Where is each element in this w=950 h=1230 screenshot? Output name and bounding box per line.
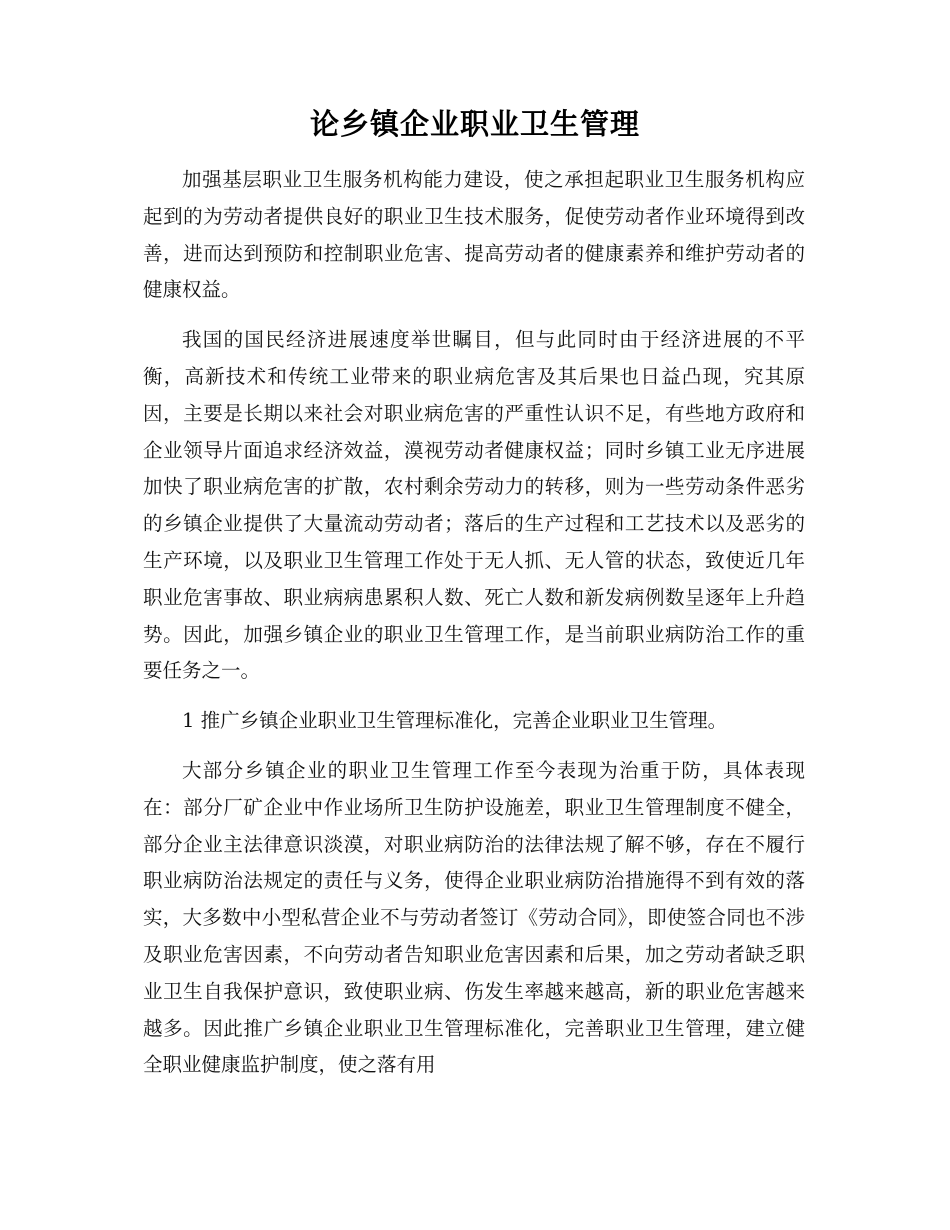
document-body bbox=[143, 162, 805, 1084]
document-title: 论乡镇企业职业卫生管理 bbox=[309, 107, 640, 141]
paragraph-background: 我国的国民经济进展速度举世瞩目，但与此同时由于经济进展的不平衡，高新技术和传统工业带来的职业病危害及其后果也日益凸现，究其原因，主要是长期以来社会对职业病危害的严重性认识不足，有些地方政府和企业领导片面追求经济效益，漠视劳动者健康权益；同时乡镇工业无序进展加快了职业病危害的扩散，农村剩余劳动力的转移，则为一些劳动条件恶劣的乡镇企业提供了大量流动劳动者；落后的生产过程和工艺技术以及恶劣的生产环境，以及职业卫生管理工作处于无人抓、无人管的状态，致使近几年职业危害事故、职业病病患累积人数、死亡人数和新发病例数呈逐年上升趋势。因此，加强乡镇企业的职业卫生管理工作，是当前职业病防治工作的重要任务之一。 bbox=[143, 328, 805, 683]
section-heading-1: 1 推广乡镇企业职业卫生管理标准化，完善企业职业卫生管理。 bbox=[182, 709, 728, 733]
paragraph-section-1: 大部分乡镇企业的职业卫生管理工作至今表现为治重于防，具体表现在：部分厂矿企业中作业场所卫生防护设施差，职业卫生管理制度不健全，部分企业主法律意识淡漠，对职业病防治的法律法规了解不够，存在不履行职业病防治法规定的责任与义务，使得企业职业病防治措施得不到有效的落实，大多数中小型私营企业不与劳动者签订《劳动合同》，即使签合同也不涉及职业危害因素，不向劳动者告知职业危害因素和后果，加之劳动者缺乏职业卫生自我保护意识，致使职业病、伤发生率越来越高，新的职业危害越来越多。因此推广乡镇企业职业卫生管理标准化，完善职业卫生管理，建立健全职业健康监护制度，使之落有用 bbox=[143, 758, 805, 1077]
paragraph-intro: 加强基层职业卫生服务机构能力建设，使之承担起职业卫生服务机构应起到的为劳动者提供良好的职业卫生技术服务，促使劳动者作业环境得到改善，进而达到预防和控制职业危害、提高劳动者的健康素养和维护劳动者的健康权益。 bbox=[143, 168, 805, 302]
